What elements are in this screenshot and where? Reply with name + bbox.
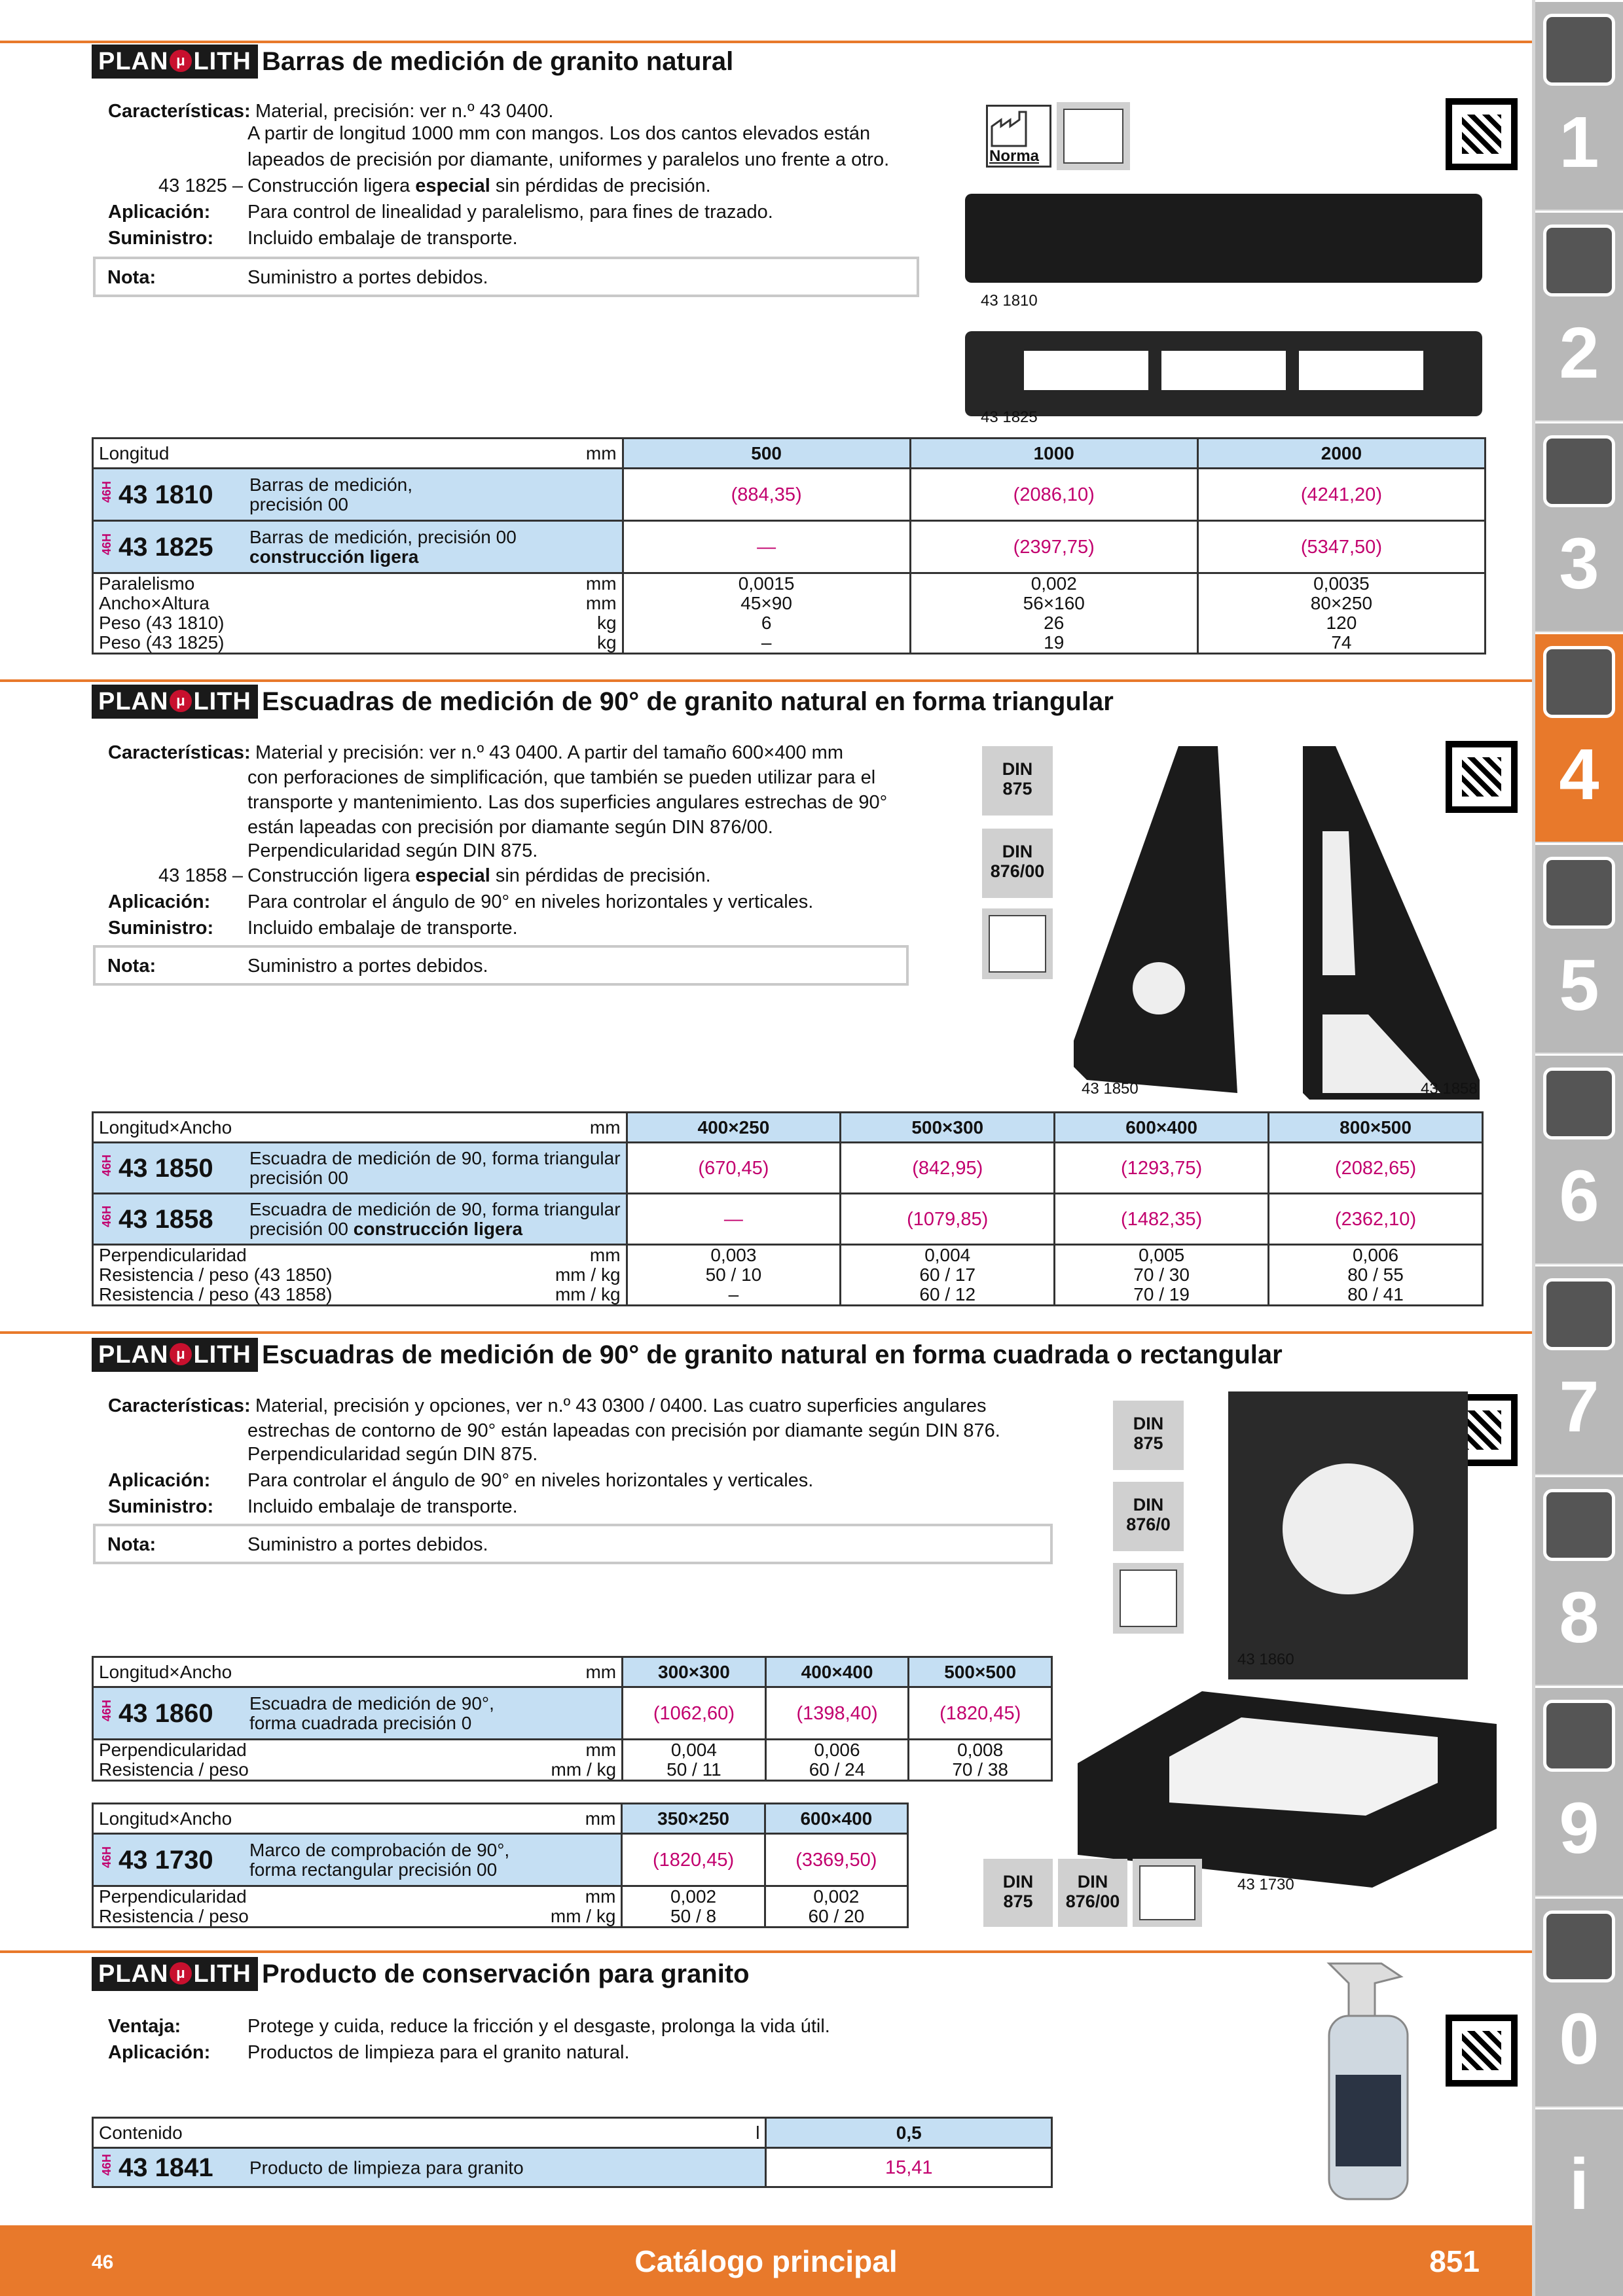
th-size: 1000: [910, 439, 1197, 469]
nota-box: Nota: Suministro a portes debidos.: [93, 257, 919, 297]
tab-chapter-8[interactable]: 8: [1535, 1475, 1623, 1685]
tab-chapter-3[interactable]: 3: [1535, 422, 1623, 631]
label-ventaja: Ventaja:: [108, 2016, 181, 2037]
drill-icon: [1543, 14, 1615, 86]
product-image-431850: [1074, 740, 1250, 1100]
price: (2086,10): [910, 469, 1197, 521]
text-line: A partir de longitud 1000 mm con mangos. Los dos cantos elevados están: [247, 123, 871, 144]
price: —: [627, 1194, 841, 1245]
qr-code-icon[interactable]: [1446, 98, 1518, 170]
page-number-left: 46: [92, 2251, 114, 2273]
insert-icon: [1543, 224, 1615, 296]
th-size: 800×500: [1269, 1113, 1483, 1143]
spec-row: Resistencia / peso (43 1850) mm / kg 50 / 10 60 / 17 70 / 30 80 / 55: [93, 1265, 1483, 1285]
text-line: Material, precisión: ver n.º 43 0400.: [255, 101, 554, 122]
product-image-431810: [965, 194, 1482, 283]
price: (884,35): [623, 469, 910, 521]
table-row[interactable]: [93, 1194, 1483, 1245]
table-row[interactable]: [93, 1687, 1052, 1740]
spec-row: Ancho×Altura mm 45×90 56×160 80×250: [93, 594, 1486, 613]
price: (1820,45): [622, 1834, 765, 1886]
table-row[interactable]: [93, 2148, 1052, 2187]
table-row[interactable]: [93, 1143, 1483, 1194]
tab-chapter-2[interactable]: 2: [1535, 211, 1623, 420]
text-line: Perpendicularidad según DIN 875.: [247, 840, 538, 861]
table-row[interactable]: [93, 1834, 908, 1886]
text-line: Construcción ligera especial sin pérdidas de precisión.: [247, 175, 711, 196]
th-size: 600×400: [1055, 1113, 1269, 1143]
cabinet-icon: [1543, 1700, 1615, 1772]
catalog-title: Catálogo principal: [634, 2244, 898, 2278]
certificate-icon: [1057, 102, 1130, 170]
tab-chapter-5[interactable]: 5: [1535, 843, 1623, 1052]
caption: 43 1858: [1421, 1080, 1478, 1098]
wrench-icon: [1543, 1067, 1615, 1139]
label-aplicacion: Aplicación:: [108, 1470, 211, 1491]
th-size: 400×400: [765, 1657, 909, 1687]
certificate-icon: [1113, 1563, 1184, 1634]
text-line: Para controlar el ángulo de 90° en niveles horizontales y verticales.: [247, 1470, 814, 1491]
th-size: 2000: [1197, 439, 1485, 469]
th-label: Longitud×Ancho mm: [93, 1113, 627, 1143]
text-line: Incluido embalaje de transporte.: [247, 918, 518, 939]
price: (4241,20): [1197, 469, 1485, 521]
spec-row: Resistencia / peso mm / kg 50 / 11 60 / 24 70 / 38: [93, 1760, 1052, 1781]
price: (2362,10): [1269, 1194, 1483, 1245]
table-escuadras-cuadradas: [92, 1656, 1053, 1782]
footer-bar: [0, 2225, 1532, 2296]
norma-icon: [986, 105, 1051, 168]
price: (2397,75): [910, 521, 1197, 573]
spec-row: Peso (43 1825) kg – 19 74: [93, 633, 1486, 654]
th-label: Longitud×Ancho mm: [93, 1657, 623, 1687]
text-line: Construcción ligera especial sin pérdidas de precisión.: [247, 865, 711, 886]
label-caracteristicas: Características:: [108, 742, 251, 763]
th-size: 500×300: [841, 1113, 1055, 1143]
product-image-431825: [965, 331, 1482, 416]
section-divider: [0, 1331, 1532, 1334]
article-cell: 46H 43 1860 Escuadra de medición de 90°, forma cuadrada precisión 0: [93, 1687, 623, 1740]
price: (5347,50): [1197, 521, 1485, 573]
section-title: Escuadras de medición de 90° de granito natural en forma triangular: [262, 687, 1114, 716]
price: (1398,40): [765, 1687, 909, 1740]
caption: 43 1730: [1237, 1876, 1294, 1893]
price: (1293,75): [1055, 1143, 1269, 1194]
article-cell: 46H 43 1858 Escuadra de medición de 90, forma triangular precisión 00 construcción ligera: [93, 1194, 627, 1245]
text-line: Incluido embalaje de transporte.: [247, 1496, 518, 1517]
th-size: 350×250: [622, 1804, 765, 1834]
text-line: Productos de limpieza para el granito natural.: [247, 2042, 630, 2063]
price: (1820,45): [909, 1687, 1052, 1740]
article-cell: 46H 43 1825 Barras de medición, precisión 00 construcción ligera: [93, 521, 623, 573]
safety-icon: [1543, 1910, 1615, 1982]
din-876-badge: DIN 876/00: [1058, 1859, 1127, 1927]
caption: 43 1810: [981, 292, 1038, 310]
label-caracteristicas: Características:: [108, 101, 251, 122]
table-row[interactable]: [93, 469, 1486, 521]
din-876-badge: DIN 876/0: [1113, 1482, 1184, 1551]
certificate-icon: [1133, 1859, 1202, 1927]
section-title: Escuadras de medición de 90° de granito natural en forma cuadrada o rectangular: [262, 1340, 1283, 1369]
pliers-icon: [1543, 1278, 1615, 1350]
text-line: con perforaciones de simplificación, que también se pueden utilizar para el: [247, 767, 876, 788]
spec-row: Perpendicularidad mm 0,002 0,002: [93, 1886, 908, 1907]
caption: 43 1825: [981, 408, 1038, 426]
th-size: 600×400: [765, 1804, 907, 1834]
table-marco-rectangular: [92, 1803, 909, 1928]
price: (670,45): [627, 1143, 841, 1194]
article-cell: 46H 43 1850 Escuadra de medición de 90, forma triangular precisión 00: [93, 1143, 627, 1194]
article-cell: 46H 43 1810 Barras de medición, precisión 00: [93, 469, 623, 521]
nota-box: Nota: Suministro a portes debidos.: [93, 1524, 1053, 1564]
spec-row: Perpendicularidad mm 0,003 0,004 0,005 0,006: [93, 1245, 1483, 1266]
din-875-badge: DIN 875: [1113, 1401, 1184, 1470]
text-line: Para control de linealidad y paralelismo, para fines de trazado.: [247, 202, 773, 223]
tab-chapter-9[interactable]: 9: [1535, 1686, 1623, 1895]
tab-chapter-0[interactable]: 0: [1535, 1897, 1623, 2106]
label-aplicacion: Aplicación:: [108, 891, 211, 912]
th-label: Longitud×Ancho mm: [93, 1804, 622, 1834]
table-barras: [92, 437, 1486, 655]
section-divider: [0, 1950, 1532, 1953]
text-line: Perpendicularidad según DIN 875.: [247, 1444, 538, 1465]
certificate-icon: [982, 908, 1053, 979]
din-875-badge: DIN 875: [983, 1859, 1053, 1927]
label-aplicacion: Aplicación:: [108, 2042, 211, 2063]
section-title: Barras de medición de granito natural: [262, 47, 734, 76]
text-line: Protege y cuida, reduce la fricción y el desgaste, prolonga la vida útil.: [247, 2016, 830, 2037]
text-line: transporte y mantenimiento. Las dos superficies angulares estrechas de 90°: [247, 792, 888, 813]
article-ref: 43 1825 –: [158, 175, 244, 196]
text-line: están lapeadas con precisión por diamante según DIN 876/00.: [247, 817, 773, 838]
label-suministro: Suministro:: [108, 228, 214, 249]
text-line: Material, precisión y opciones, ver n.º 43 0300 / 0400. Las cuatro superficies angulares: [255, 1395, 987, 1416]
th-size: 500×500: [909, 1657, 1052, 1687]
text-line: estrechas de contorno de 90° están lapeadas con precisión por diamante según DIN 876.: [247, 1420, 1000, 1441]
product-image-431841: [1303, 1957, 1434, 2206]
section-title: Producto de conservación para granito: [262, 1960, 750, 1988]
tab-info[interactable]: i: [1535, 2108, 1623, 2296]
tab-chapter-1[interactable]: 1: [1535, 0, 1623, 209]
din-875-badge: DIN 875: [982, 746, 1053, 816]
price: (842,95): [841, 1143, 1055, 1194]
planolith-logo: PLAN μ LITH: [92, 45, 258, 79]
article-cell: 46H 43 1841 Producto de limpieza para granito: [93, 2148, 766, 2187]
norma-label: Norma: [989, 147, 1040, 165]
page-number-right: 851: [1429, 2244, 1480, 2278]
saw-icon: [1543, 857, 1615, 929]
label-suministro: Suministro:: [108, 1496, 214, 1517]
section-divider: [0, 41, 1532, 43]
price: —: [623, 521, 910, 573]
text-line: Incluido embalaje de transporte.: [247, 228, 518, 249]
planolith-logo: PLAN μ LITH: [92, 685, 258, 719]
product-image-431858: [1283, 740, 1480, 1100]
planolith-logo: PLAN μ LITH: [92, 1957, 258, 1991]
label-suministro: Suministro:: [108, 918, 214, 939]
spec-row: Peso (43 1810) kg 6 26 120: [93, 613, 1486, 633]
workbench-icon: [1543, 1489, 1615, 1561]
text-line: lapeados de precisión por diamante, uniformes y paralelos uno frente a otro.: [247, 149, 890, 170]
caption: 43 1860: [1237, 1651, 1294, 1668]
spec-row: Resistencia / peso (43 1858) mm / kg – 60 / 12 70 / 19 80 / 41: [93, 1285, 1483, 1306]
spec-row: Perpendicularidad mm 0,004 0,006 0,008: [93, 1740, 1052, 1761]
spec-row: Resistencia / peso mm / kg 50 / 8 60 / 20: [93, 1907, 908, 1928]
tab-chapter-6[interactable]: 6: [1535, 1054, 1623, 1263]
price: (1079,85): [841, 1194, 1055, 1245]
text-line: Para controlar el ángulo de 90° en niveles horizontales y verticales.: [247, 891, 814, 912]
tab-chapter-4[interactable]: 4: [1535, 632, 1623, 842]
article-ref: 43 1858 –: [158, 865, 244, 886]
th-size: 300×300: [623, 1657, 766, 1687]
table-escuadras-triangulares: [92, 1111, 1484, 1306]
caption: 43 1850: [1082, 1080, 1139, 1098]
th-size: 0,5: [766, 2118, 1052, 2148]
label-caracteristicas: Características:: [108, 1395, 251, 1416]
table-producto-limpieza: [92, 2117, 1053, 2188]
th-size: 400×250: [627, 1113, 841, 1143]
th-label: Longitud mm: [93, 439, 623, 469]
caliper-icon: [1543, 646, 1615, 718]
price: (1482,35): [1055, 1194, 1269, 1245]
nota-box: Nota: Suministro a portes debidos.: [93, 945, 909, 986]
label-aplicacion: Aplicación:: [108, 202, 211, 223]
planolith-logo: PLAN μ LITH: [92, 1338, 258, 1372]
price: 15,41: [766, 2148, 1052, 2187]
spec-row: Paralelismo mm 0,0015 0,002 0,0035: [93, 573, 1486, 594]
tab-chapter-7[interactable]: 7: [1535, 1265, 1623, 1474]
qr-code-icon[interactable]: [1446, 2015, 1518, 2087]
th-size: 500: [623, 439, 910, 469]
table-row[interactable]: [93, 521, 1486, 573]
th-label: Contenido l: [93, 2118, 766, 2148]
text-line: Material y precisión: ver n.º 43 0400. A partir del tamaño 600×400 mm: [255, 742, 843, 763]
product-image-431860: [1228, 1391, 1468, 1679]
article-cell: 46H 43 1730 Marco de comprobación de 90°, forma rectangular precisión 00: [93, 1834, 622, 1886]
din-876-badge: DIN 876/00: [982, 829, 1053, 898]
section-divider: [0, 679, 1532, 682]
price: (1062,60): [623, 1687, 766, 1740]
price: (2082,65): [1269, 1143, 1483, 1194]
chuck-icon: [1543, 435, 1615, 507]
price: (3369,50): [765, 1834, 907, 1886]
